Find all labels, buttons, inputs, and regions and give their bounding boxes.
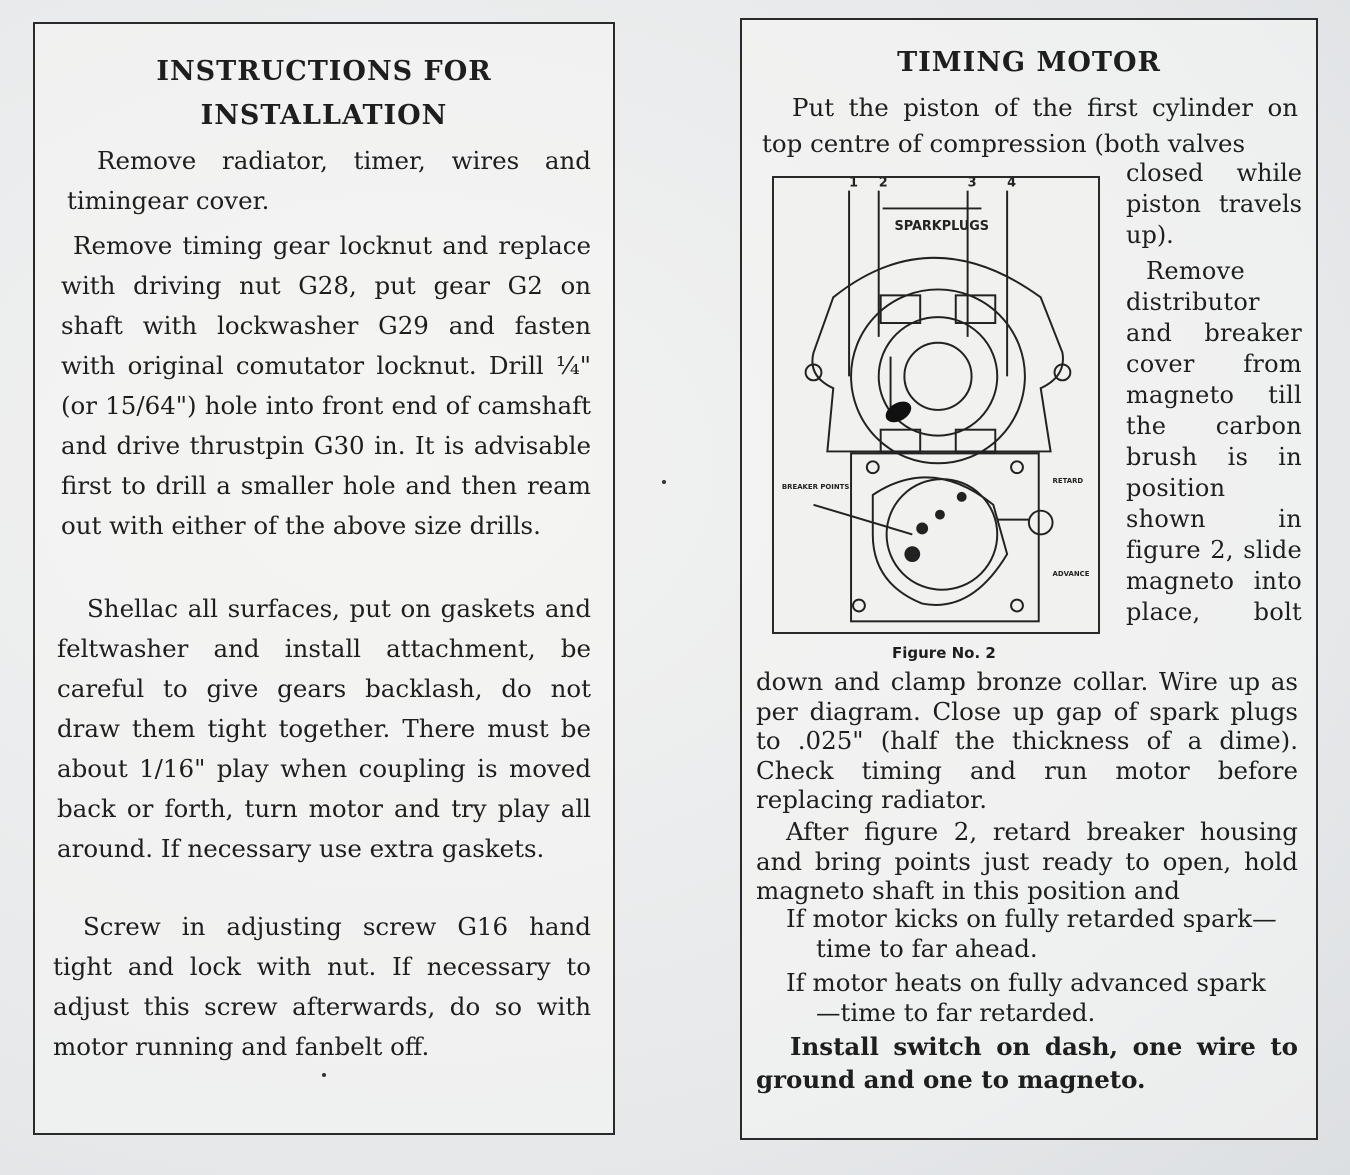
advance-label: ADVANCE xyxy=(1052,569,1090,578)
paragraph-install-switch: Install switch on dash, one wire to ground and one to magneto. xyxy=(756,1032,1298,1094)
side-text-valves: closed while piston travels up). xyxy=(1126,159,1302,249)
speck xyxy=(662,480,666,484)
breaker-points-label: BREAKER POINTS xyxy=(781,482,850,491)
plug-number-2: 2 xyxy=(878,178,888,191)
paragraph-timing-gear: Remove timing gear locknut and replace with driving nut G28, put gear G2 on shaft with lockwasher G29 and fasten with original comutator locknut. Drill ¼" (or 15/64") hole into front end of camshaft and drive thrustpin G30 in. It is advisable first to drill a smaller hole and then ream out with either of the above size drills. xyxy=(61,231,591,540)
installation-instructions-panel xyxy=(33,22,615,1135)
figure-caption: Figure No. 2 xyxy=(892,644,996,662)
magneto-wiring-diagram xyxy=(772,176,1100,634)
heat-line-1: If motor heats on fully advanced spark xyxy=(786,968,1266,997)
plug-number-4: 4 xyxy=(1007,178,1017,191)
side-text-remove-distributor: Remove distributor and breaker cover from magneto till the carbon brush is in position shown in figure 2, slide magneto into place, bolt xyxy=(1126,257,1302,626)
paragraph-clamp-collar: down and clamp bronze collar. Wire up as per diagram. Close up gap of spark plugs to .025" (half the thickness of a dime). Check timing and run motor before replacing radiator. xyxy=(756,667,1298,814)
retard-label: RETARD xyxy=(1052,477,1084,486)
paragraph-motor-heats xyxy=(786,968,1298,1027)
distributor-cap-drawing xyxy=(806,258,1071,463)
plug-number-3: 3 xyxy=(967,178,977,191)
kick-line-1: If motor kicks on fully retarded spark— xyxy=(786,904,1277,933)
paragraph-motor-kicks xyxy=(786,904,1298,963)
heading-line-1: INSTRUCTIONS FOR xyxy=(156,56,492,87)
heading-line-2: INSTALLATION xyxy=(200,100,448,131)
paragraph-after-figure: After figure 2, retard breaker housing and bring points just ready to open, hold magneto shaft in this position and xyxy=(756,817,1298,905)
sparkplugs-label: SPARKPLUGS xyxy=(894,219,990,235)
speck xyxy=(322,1073,326,1077)
paragraph-piston-intro: Put the piston of the first cylinder on top centre of compression (both valves xyxy=(762,93,1298,158)
kick-line-2: time to far ahead. xyxy=(816,933,1038,963)
paragraph-shellac: Shellac all surfaces, put on gaskets and feltwasher and install attachment, be careful to give gears backlash, do not draw them tight together. There must be about 1/16" play when coupling is moved back or forth, turn motor and try play all around. If necessary use extra gaskets. xyxy=(57,594,591,863)
timing-motor-panel xyxy=(740,18,1318,1140)
paragraph-remove-radiator: Remove radiator, timer, wires and timingear cover. xyxy=(67,146,591,215)
timing-motor-heading: TIMING MOTOR xyxy=(897,47,1161,78)
installation-heading xyxy=(35,50,613,138)
heat-line-2: —time to far retarded. xyxy=(816,997,1096,1027)
breaker-housing-drawing xyxy=(814,453,1053,621)
paragraph-adjusting-screw: Screw in adjusting screw G16 hand tight and lock with nut. If necessary to adjust this screw afterwards, do so with motor running and fanbelt off. xyxy=(53,912,591,1061)
plug-number-1: 1 xyxy=(849,178,859,191)
